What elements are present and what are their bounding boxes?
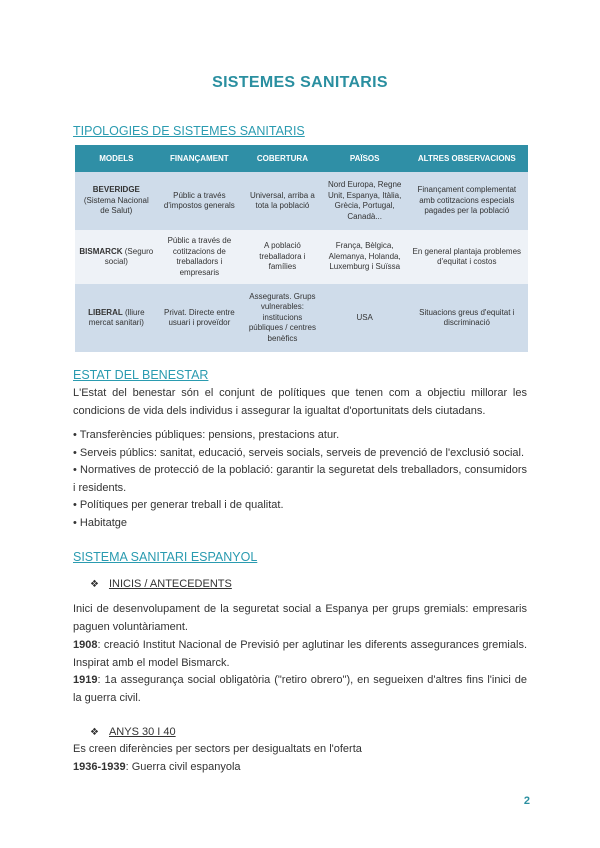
observacions-cell: Finançament complementat amb cotitzacions especials pagades per la població (406, 172, 528, 230)
header-cobertura: COBERTURA (241, 145, 324, 172)
list-item: • Normatives de protecció de la població: garantir la seguretat dels treballadors, consumidors i residents. (73, 464, 527, 494)
tipologies-heading: TIPOLOGIES DE SISTEMES SANITARIS (73, 124, 305, 138)
page-title: SISTEMES SANITARIS (212, 74, 388, 91)
model-cell (75, 230, 158, 284)
model-cell (75, 284, 158, 352)
header-observacions: ALTRES OBSERVACIONS (406, 145, 528, 172)
model-cell (75, 172, 158, 230)
cobertura-cell: Universal, arriba a tota la població (241, 172, 324, 230)
financament-cell: Privat. Directe entre usuari i proveïdor (158, 284, 241, 352)
financament-cell: Públic a través de cotitzacions de treballadors i empresaris (158, 230, 241, 284)
list-item: • Habitatge (73, 516, 127, 529)
table-row (75, 230, 528, 284)
cobertura-cell: A població treballadora i famílies (241, 230, 324, 284)
model-detail: (lliure mercat sanitari) (88, 307, 145, 327)
model-name: BISMARCK (79, 246, 123, 256)
inicis-title: INICIS / ANTECEDENTS (108, 578, 232, 590)
estat-intro: L'Estat del benestar són el conjunt de polítiques que tenen com a objectiu millorar les condicions de vida dels individus i assegurar la igualtat d'oportunitats dels ciutadans. (73, 387, 527, 417)
year-1936: 1936-1939 (73, 761, 126, 773)
text-1936: : Guerra civil espanyola (125, 761, 241, 773)
paragraph-1919 (73, 672, 527, 707)
page-number: 2 (523, 795, 530, 807)
list-item: • Polítiques per generar treball i de qualitat. (73, 499, 284, 511)
tipologies-table (75, 145, 528, 352)
table-header-row (75, 145, 528, 172)
paisos-cell: França, Bèlgica, Alemanya, Holanda, Luxemburg i Suïssa (324, 230, 406, 284)
anys-subheading (90, 726, 176, 738)
diamond-bullet-icon: ❖ (90, 727, 99, 738)
estat-bullet-list (73, 427, 527, 532)
year-1908: 1908 (73, 639, 98, 651)
diamond-bullet-icon: ❖ (90, 579, 99, 590)
year-1919: 1919 (73, 674, 98, 686)
estat-heading: ESTAT DEL BENESTAR (73, 368, 209, 382)
paragraph-1908 (73, 637, 527, 672)
list-item: • Serveis públics: sanitat, educació, serveis socials, serveis de prevenció de l'exclusió social. (73, 446, 525, 459)
model-detail: (Seguro social) (104, 246, 154, 266)
header-models: MODELS (75, 145, 158, 172)
anys-paragraph: Es creen diferències per sectors per desigualtats en l'oferta (73, 743, 362, 755)
observacions-cell: En general plantaja problemes d'equitat i costos (406, 230, 528, 284)
text-1908: : creació Institut Nacional de Previsió per aglutinar les diferents assegurances gremials. Inspirat amb el model Bismarck. (73, 639, 527, 669)
observacions-cell: Situacions greus d'equitat i discriminació (406, 284, 528, 352)
header-financament: FINANÇAMENT (158, 145, 241, 172)
paragraph-1936 (73, 761, 241, 773)
espanyol-heading: SISTEMA SANITARI ESPANYOL (73, 550, 258, 564)
model-detail: (Sistema Nacional de Salut) (83, 195, 149, 216)
cobertura-cell: Assegurats. Grups vulnerables: institucions públiques / centres benèfics (241, 284, 324, 352)
anys-title: ANYS 30 I 40 (108, 726, 176, 738)
header-paisos: PAÏSOS (324, 145, 406, 172)
model-name: BEVERIDGE (92, 185, 140, 195)
list-item: • Transferències públiques: pensions, prestacions atur. (73, 429, 340, 441)
inicis-paragraph: Inici de desenvolupament de la seguretat social a Espanya per grups gremials: empresaris paguen voluntàriament. (73, 603, 527, 633)
paisos-cell: Nord Europa, Regne Unit, Espanya, Itàlia, Grècia, Portugal, Canadà... (324, 172, 406, 230)
financament-cell: Públic a través d'impostos generals (158, 172, 241, 230)
text-1919: : 1a assegurança social obligatòria ("retiro obrero"), en segueixen d'altres fins l'inici de la guerra civil. (73, 674, 527, 704)
table-row (75, 172, 528, 230)
paisos-cell: USA (324, 284, 406, 352)
table-row (75, 284, 528, 352)
inicis-subheading (90, 578, 232, 590)
model-name: LIBERAL (88, 307, 123, 317)
